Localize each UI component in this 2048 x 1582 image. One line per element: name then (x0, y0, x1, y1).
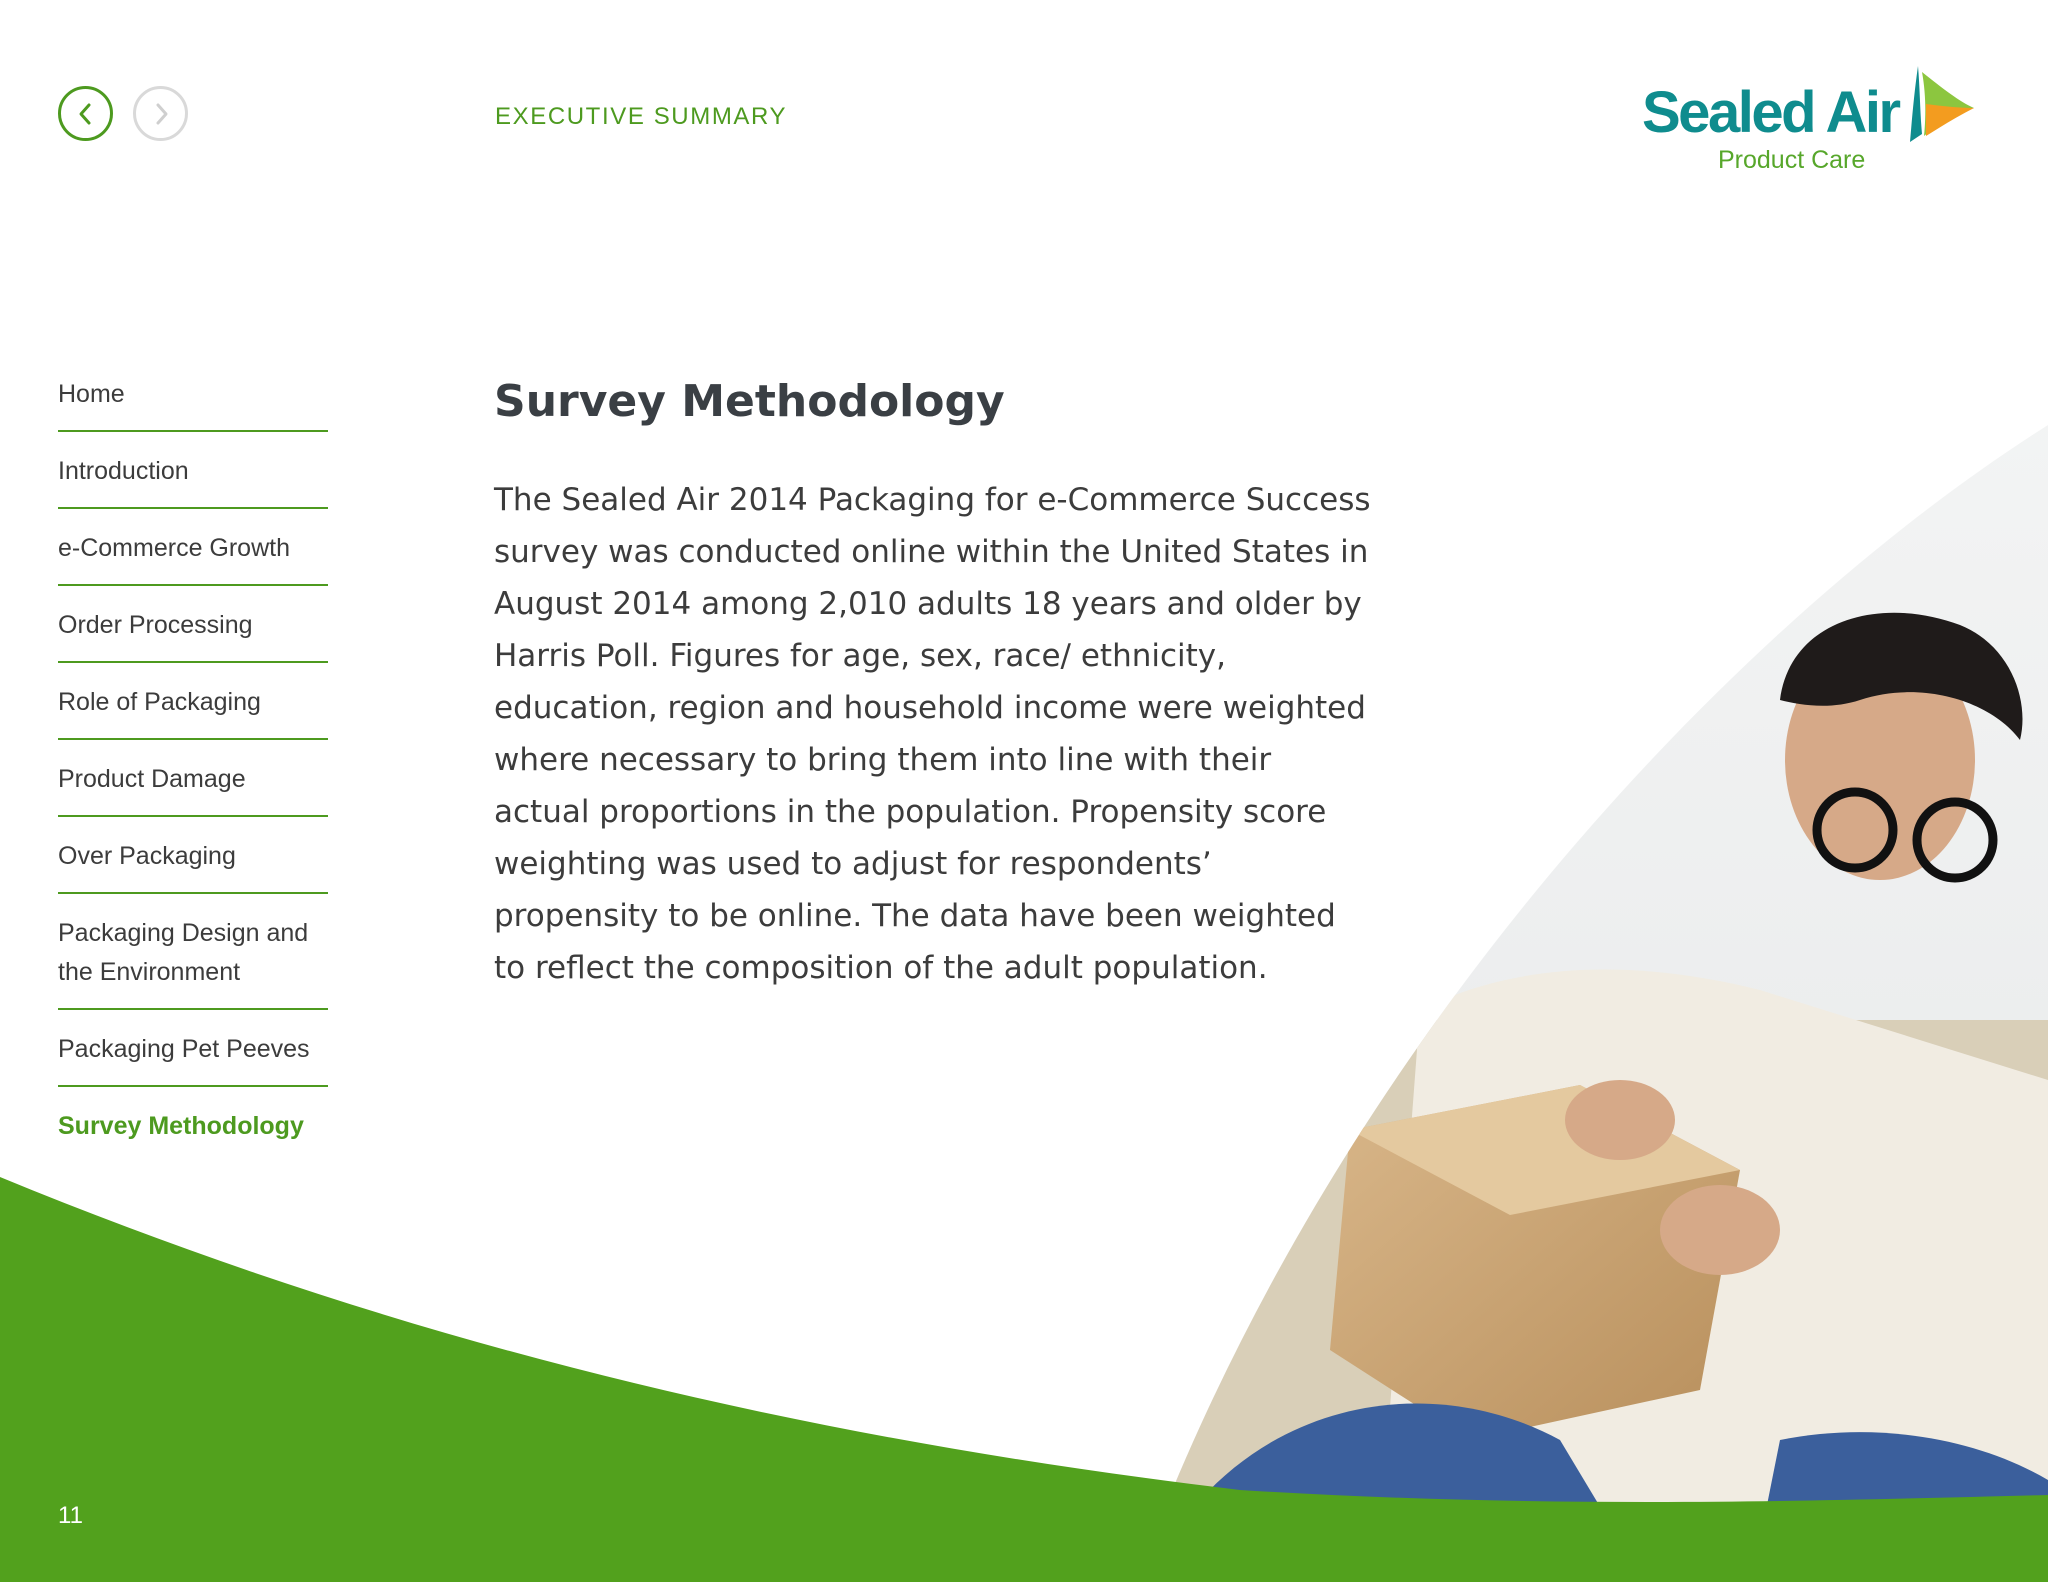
sidebar-item-introduction[interactable]: Introduction (58, 432, 328, 509)
chevron-left-icon (72, 100, 100, 128)
body-paragraph: The Sealed Air 2014 Packaging for e-Commerce Success survey was conducted online within the United States in August 2014 among 2,010 adults 18 years and older by Harris Poll. Figures for age, sex, race/ ethnicity, education, region and household income were weighted where necessary to bring them into line with their actual proportions in the population. Propensity score weighting was used to adjust for respondents’ propensity to be online. The data have been weighted to reflect the composition of the adult population. (494, 482, 1371, 986)
chevron-right-icon (147, 100, 175, 128)
sail-logo-icon (1908, 64, 1976, 144)
sidebar-item-product-damage[interactable]: Product Damage (58, 740, 328, 817)
sidebar-item-survey-methodology[interactable]: Survey Methodology (58, 1112, 304, 1140)
page-title: Survey Methodology (494, 376, 1005, 427)
sealed-air-logo[interactable] (1636, 64, 1976, 184)
page-number: 11 (58, 1502, 83, 1529)
next-page-button[interactable] (133, 86, 188, 141)
sidebar-item-over-packaging[interactable]: Over Packaging (58, 817, 328, 894)
logo-tagline: Product Care (1718, 146, 1866, 174)
logo-brand-name: Sealed Air (1642, 80, 1899, 145)
previous-page-button[interactable] (58, 86, 113, 141)
sidebar-item-ecommerce-growth[interactable]: e-Commerce Growth (58, 509, 328, 586)
sidebar-item-home[interactable]: Home (58, 355, 328, 432)
sidebar-item-order-processing[interactable]: Order Processing (58, 586, 328, 663)
sidebar-item-packaging-pet-peeves[interactable]: Packaging Pet Peeves (58, 1010, 328, 1087)
sidebar-item-packaging-design-environment[interactable]: Packaging Design and the Environment (58, 894, 328, 1010)
sidebar-item-role-of-packaging[interactable]: Role of Packaging (58, 663, 328, 740)
sidebar-nav (58, 355, 328, 1162)
section-label: EXECUTIVE SUMMARY (495, 103, 788, 130)
